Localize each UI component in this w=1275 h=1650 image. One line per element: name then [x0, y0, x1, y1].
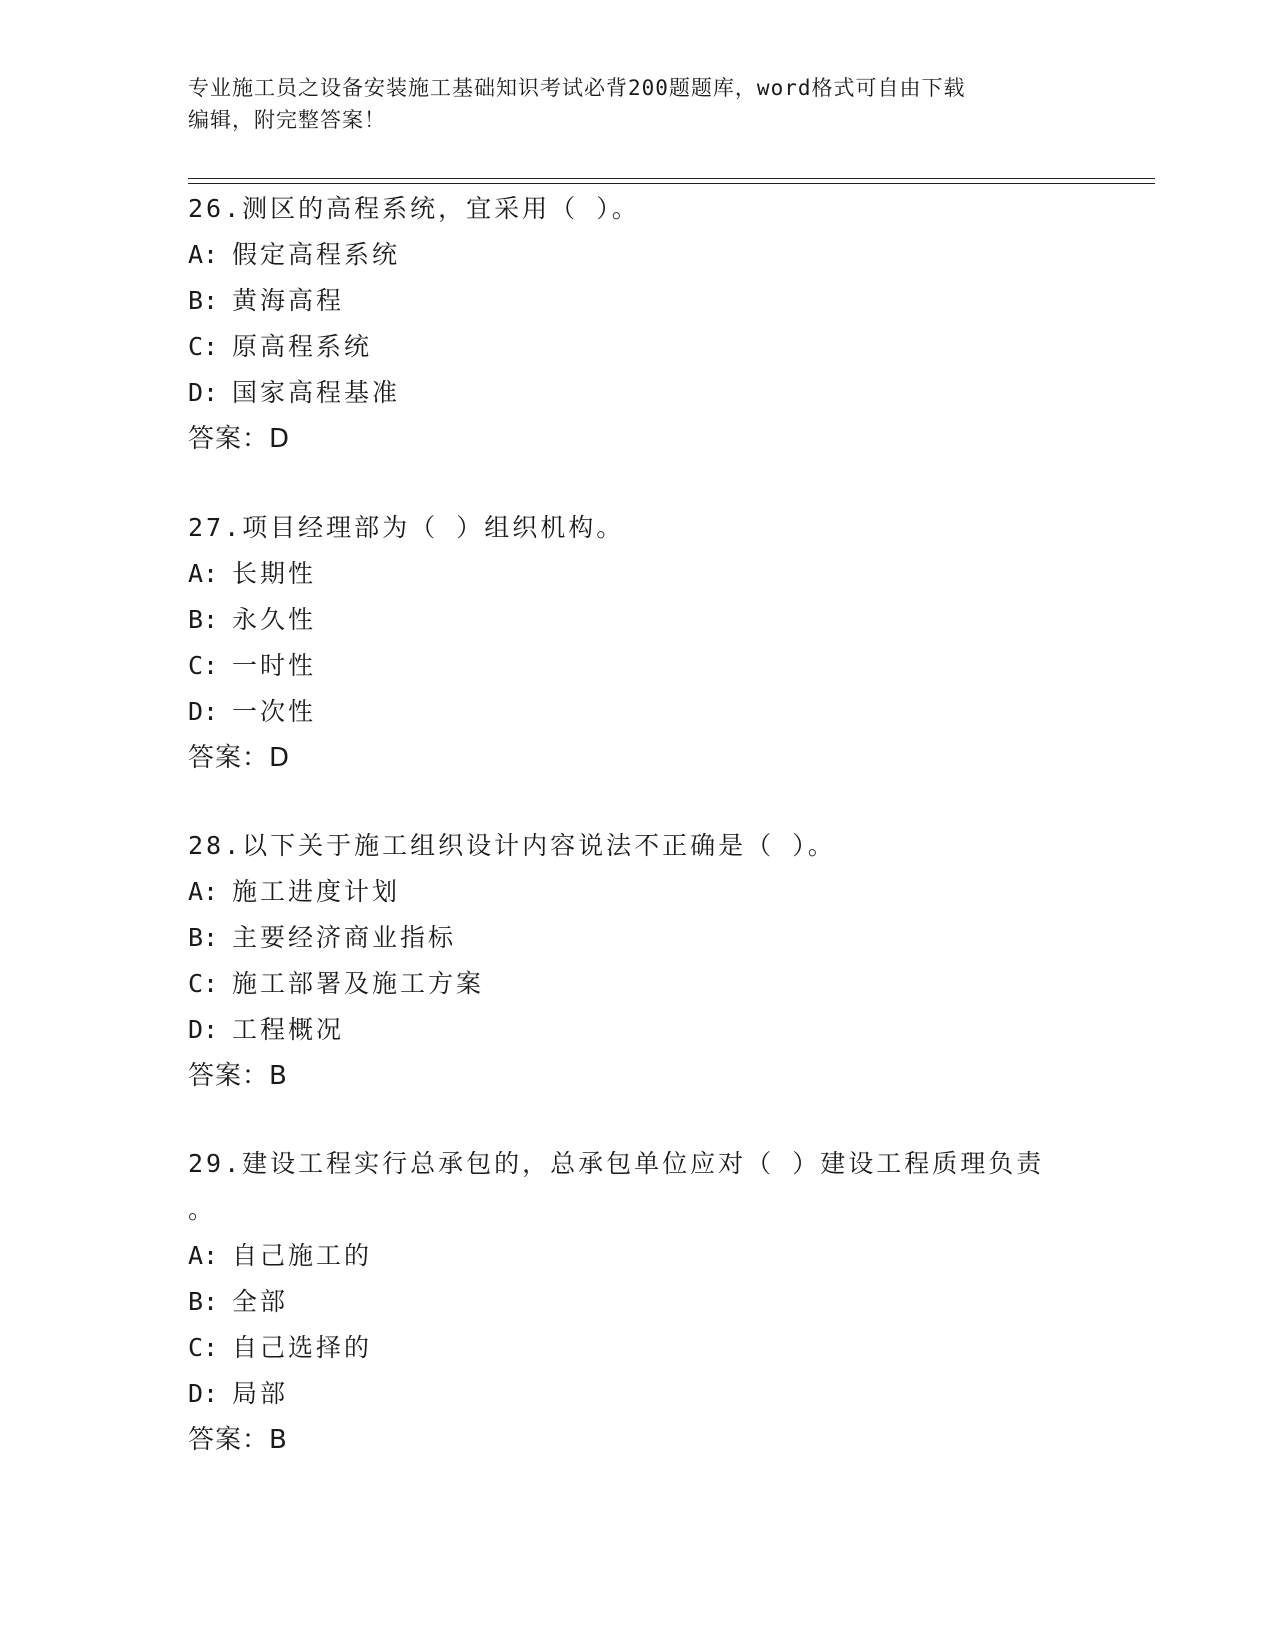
option-text: 永久性 — [232, 605, 317, 634]
option-letter: A: — [188, 1241, 219, 1270]
option-b — [188, 597, 1088, 643]
question-29 — [188, 1141, 1088, 1463]
header-line-1: 专业施工员之设备安装施工基础知识考试必背200题题库，word格式可自由下载 — [188, 76, 966, 100]
option-letter: B: — [188, 286, 219, 315]
question-stem: 29.建设工程实行总承包的，总承包单位应对（ ）建设工程质理负责 — [188, 1149, 1045, 1178]
option-letter: D: — [188, 1015, 219, 1044]
option-c — [188, 1325, 1088, 1371]
question-stem: 27.项目经理部为（ ）组织机构。 — [188, 513, 625, 542]
option-text: 原高程系统 — [232, 332, 373, 361]
option-letter: A: — [188, 559, 219, 588]
option-a — [188, 232, 1088, 278]
option-letter: D: — [188, 1379, 219, 1408]
option-letter: A: — [188, 877, 219, 906]
question-27 — [188, 505, 1088, 781]
question-26 — [188, 186, 1088, 462]
option-letter: B: — [188, 605, 219, 634]
option-text: 全部 — [232, 1287, 289, 1316]
option-letter: C: — [188, 1333, 219, 1362]
option-b — [188, 278, 1088, 324]
option-c — [188, 643, 1088, 689]
option-c — [188, 961, 1088, 1007]
option-c — [188, 324, 1088, 370]
option-a — [188, 869, 1088, 915]
option-b — [188, 1279, 1088, 1325]
option-d — [188, 689, 1088, 735]
question-stem: 28.以下关于施工组织设计内容说法不正确是（ ）。 — [188, 831, 836, 860]
answer-line: 答案：D — [188, 743, 291, 773]
option-text: 主要经济商业指标 — [232, 923, 457, 952]
option-letter: A: — [188, 240, 219, 269]
option-d — [188, 370, 1088, 416]
option-a — [188, 1233, 1088, 1279]
answer-line: 答案：D — [188, 424, 291, 454]
option-text: 一时性 — [232, 651, 317, 680]
answer-line: 答案：B — [188, 1425, 288, 1455]
question-28 — [188, 823, 1088, 1099]
question-stem-continuation: 。 — [188, 1195, 214, 1224]
option-b — [188, 915, 1088, 961]
option-text: 国家高程基准 — [232, 378, 401, 407]
header-divider-top — [188, 178, 1155, 179]
option-d — [188, 1371, 1088, 1417]
option-text: 一次性 — [232, 697, 317, 726]
option-a — [188, 551, 1088, 597]
question-stem: 26.测区的高程系统，宜采用（ ）。 — [188, 194, 640, 223]
document-header — [188, 72, 1088, 136]
option-text: 长期性 — [232, 559, 317, 588]
option-text: 自己选择的 — [232, 1333, 373, 1362]
option-text: 黄海高程 — [232, 286, 345, 315]
option-letter: D: — [188, 378, 219, 407]
option-letter: B: — [188, 923, 219, 952]
option-text: 局部 — [232, 1379, 289, 1408]
header-divider-bottom — [188, 183, 1155, 184]
option-text: 自己施工的 — [232, 1241, 373, 1270]
option-d — [188, 1007, 1088, 1053]
option-text: 施工部署及施工方案 — [232, 969, 485, 998]
option-text: 工程概况 — [232, 1015, 345, 1044]
option-letter: C: — [188, 969, 219, 998]
option-text: 施工进度计划 — [232, 877, 401, 906]
option-letter: D: — [188, 697, 219, 726]
option-letter: C: — [188, 651, 219, 680]
answer-line: 答案：B — [188, 1061, 288, 1091]
option-letter: B: — [188, 1287, 219, 1316]
option-letter: C: — [188, 332, 219, 361]
header-line-2: 编辑，附完整答案！ — [188, 108, 386, 132]
option-text: 假定高程系统 — [232, 240, 401, 269]
